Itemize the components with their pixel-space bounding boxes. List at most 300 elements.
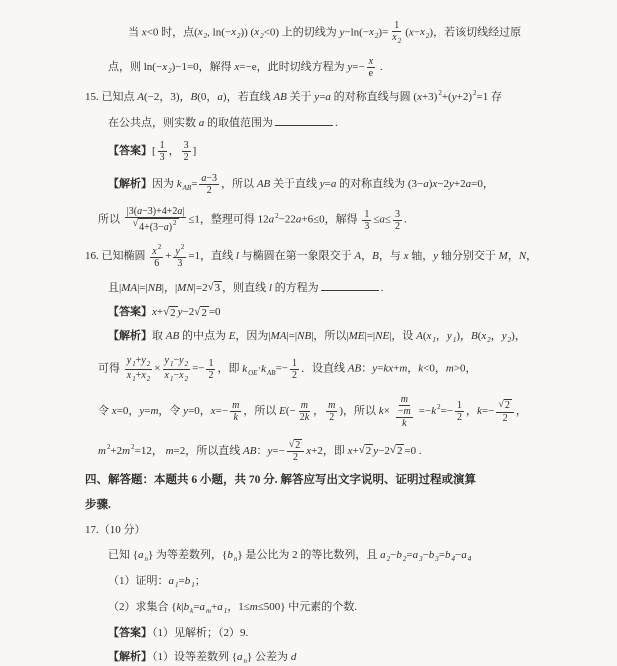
math-run: A [354, 249, 362, 262]
text-run: −3)+4+2 [142, 206, 178, 218]
text-run: +2 [453, 178, 466, 191]
text-run: 3 [364, 220, 370, 232]
subscript: AB [182, 184, 192, 193]
math-run: k [418, 363, 424, 376]
text-run: +6≤0，解得 [301, 213, 361, 226]
subscript: 1 [432, 336, 436, 345]
math-run: x [306, 444, 312, 457]
text-run: 已知 { [108, 548, 139, 561]
fraction-numerator [150, 244, 163, 258]
text-run: 的方程为 [271, 281, 319, 294]
text-run: 在公共点，则实数 [108, 116, 199, 129]
text-run: =12， [134, 444, 166, 457]
text-run: − [173, 370, 180, 382]
subscripted-symbol: $b_1$ [184, 574, 195, 589]
math-run: m [400, 393, 408, 405]
square-root [390, 444, 405, 458]
text-run: = [178, 574, 185, 587]
label-run: 【答案】 [108, 145, 152, 158]
text-run: )，若该切线经过原 [429, 26, 522, 39]
text-run: =0， [471, 178, 494, 191]
math-run: x [111, 404, 117, 417]
text-run: [ [152, 145, 156, 158]
math-run: AB [273, 90, 287, 103]
subscripted-symbol: $x_1$ [164, 370, 174, 384]
math-run: m [249, 600, 258, 613]
text-run: −2 [437, 178, 450, 191]
subscript: 2 [487, 336, 491, 345]
text-run: ，则直线 [222, 281, 269, 294]
math-run: a [137, 206, 143, 218]
text-run: − [422, 548, 429, 561]
text-run: 15. 已知点 [85, 90, 138, 103]
subscript: 2 [146, 375, 151, 384]
subscript: 4 [451, 554, 455, 563]
text-run: 2 [292, 370, 298, 382]
subscript: k [190, 606, 194, 615]
q16-analysis-line-1 [108, 329, 593, 345]
subscripted-symbol: $b_2$ [396, 548, 407, 563]
text-run: + [156, 306, 164, 319]
superscript: 2 [472, 88, 477, 97]
fraction-denominator [455, 412, 464, 423]
subscript: 2 [402, 554, 407, 563]
square-root [359, 444, 374, 458]
q15-stem-line-2 [108, 114, 593, 130]
text-run: = [144, 404, 151, 417]
math-run: kx [383, 363, 394, 376]
fraction-numerator [125, 206, 187, 218]
fraction-numerator [299, 400, 310, 412]
q16-analysis-line-4 [98, 439, 593, 464]
text-run: 3 [177, 257, 183, 269]
subscripted-symbol: $y_2$ [501, 330, 512, 345]
math-run: y [339, 26, 345, 39]
math-run: AB [165, 330, 180, 343]
text-run: −ln(− [344, 26, 370, 39]
text-run: 1 [394, 20, 400, 31]
subscripted-symbol: $b_k$ [183, 600, 194, 615]
radical-sign: √ [389, 444, 396, 457]
radical-sign: √ [498, 399, 504, 411]
text-run: 轴， [408, 249, 434, 262]
prev-solution-line-1 [128, 20, 593, 46]
fraction [455, 400, 464, 423]
text-run: （1）见解析；（2）9. [152, 626, 249, 639]
text-run: +2) [456, 90, 472, 103]
math-run: m [328, 399, 336, 411]
fraction [125, 206, 187, 234]
subscripted-symbol: $y_2$ [179, 355, 189, 369]
math-run: m [122, 444, 131, 457]
text-run: =0 [208, 306, 221, 319]
subscript: 2 [260, 32, 264, 41]
text-run: = [406, 548, 413, 561]
subscript: 2 [425, 32, 430, 41]
subscripted-symbol: $x_2$ [197, 26, 208, 41]
text-run: =− [215, 404, 229, 417]
fraction-denominator [175, 258, 184, 269]
fraction [287, 439, 305, 464]
text-run: 2 [504, 400, 510, 412]
subscripted-symbol: $k_{OE}$ [242, 363, 258, 378]
math-run: m [300, 399, 309, 411]
text-run: )= [378, 26, 389, 39]
text-run: ， [168, 145, 180, 158]
label-run: 【解析】 [108, 178, 152, 191]
radical-sign: √ [207, 281, 214, 294]
text-run: ≤ [373, 213, 380, 226]
subscripted-symbol: $x_2$ [141, 370, 151, 384]
text-run: − [397, 405, 404, 417]
text-run: = [438, 548, 445, 561]
text-run: · [257, 363, 262, 376]
radicand [200, 306, 209, 320]
text-run: |，所以| [311, 330, 349, 343]
subscript: n [144, 554, 149, 563]
text-run: =0， [116, 404, 140, 417]
radicand [294, 439, 302, 452]
section-4-heading-line-1 [85, 473, 593, 488]
subscript: 2 [507, 336, 512, 345]
subscript: n [243, 657, 248, 666]
label-run: 【答案】 [108, 626, 152, 639]
radicand [169, 306, 178, 320]
math-run: k [402, 417, 407, 429]
text-run: ) [428, 178, 433, 191]
subscripted-symbol: $a_4$ [461, 548, 472, 563]
text-run: <0， [423, 363, 446, 376]
text-run: } 公差为 [247, 651, 291, 664]
math-run: m [403, 405, 411, 417]
text-run: 与椭圆在第一象限交于 [238, 249, 355, 262]
fraction [367, 56, 375, 79]
math-run: B [372, 249, 379, 262]
fraction-numerator [290, 358, 299, 370]
math-run: A [137, 90, 144, 103]
fraction [326, 400, 337, 423]
text-run: ，即 [217, 363, 243, 376]
superscript: 2 [438, 88, 442, 97]
text-run: 2 [206, 185, 212, 197]
fraction [362, 209, 371, 232]
math-run: A [416, 330, 423, 343]
fraction [393, 209, 402, 232]
text-run: ，所以 [243, 404, 280, 417]
math-run: x [368, 55, 374, 67]
subscript: 2 [397, 37, 402, 45]
text-run: 2 [295, 439, 301, 451]
subscripted-symbol: $x_2$ [369, 26, 379, 41]
math-run: k [378, 404, 384, 417]
q17-analysis-line-1 [108, 650, 593, 666]
text-run: |=| [286, 330, 298, 343]
text-run: 2 [170, 306, 176, 319]
subscript: 2 [203, 32, 208, 41]
text-run: −3 [206, 173, 218, 185]
subscript: 1 [169, 375, 174, 384]
fraction-numerator [158, 140, 167, 152]
subscript: 1 [132, 360, 136, 369]
text-run: 的取值范围为 [204, 116, 273, 129]
label-run: 四、解答题：本题共 6 小题，共 70 分. 解答应写出文字说明、证明过程或演算 [85, 474, 476, 487]
subscripted-symbol: $a_3$ [412, 548, 423, 563]
text-run: 2 [293, 452, 299, 464]
text-run: |3( [126, 206, 138, 218]
subscripted-symbol: $b_n$ [227, 548, 238, 563]
fraction-numerator [230, 400, 241, 412]
text-run: ，1≤ [227, 600, 250, 613]
subscripted-symbol: $x_2$ [392, 32, 402, 45]
text-run: )， [511, 330, 526, 343]
text-run: ， [313, 404, 325, 417]
fraction [163, 355, 191, 383]
text-run: 17.（10 分） [85, 524, 146, 537]
text-run: =0 . [404, 444, 422, 457]
subscript: n [233, 554, 238, 563]
fraction-numerator [362, 209, 371, 221]
square-root [208, 281, 223, 295]
section-4-heading-line-2 [85, 498, 593, 513]
math-run: k [233, 411, 238, 423]
text-run: ，所以 [221, 178, 257, 191]
math-run: k [431, 404, 437, 417]
subscript: 1 [169, 360, 174, 369]
q15-answer [108, 140, 593, 163]
subscript: AB [267, 369, 276, 378]
text-run: ， [507, 249, 519, 262]
text-run: 2 [365, 445, 372, 458]
text-run: ( [405, 26, 409, 39]
fraction-numerator [173, 244, 186, 258]
math-run: l [235, 249, 239, 262]
label-run: 【解析】 [108, 330, 152, 343]
superscript: 2 [131, 442, 135, 451]
math-run: y [433, 249, 439, 262]
text-run: 16. 已知椭圆 [85, 249, 149, 262]
math-run: a [330, 178, 337, 191]
text-run: ， [515, 404, 527, 417]
math-run: MA [121, 281, 138, 294]
text-run: ， [435, 330, 447, 343]
superscript: 2 [106, 442, 111, 451]
fraction-denominator [125, 370, 153, 384]
subscript: 1 [223, 606, 228, 615]
text-run: − [173, 355, 180, 367]
text-run: 2 [502, 412, 508, 424]
text-run: ．设直线 [301, 363, 348, 376]
math-run: E [228, 330, 236, 343]
text-run: ； [194, 574, 206, 587]
text-run: +2，即 [311, 444, 348, 457]
fraction-denominator [131, 218, 181, 234]
label-run: 【答案】 [108, 306, 152, 319]
text-run: 且| [108, 281, 122, 294]
text-run: + [135, 355, 142, 367]
math-run: MA [270, 330, 287, 343]
text-run: =1 存 [476, 90, 502, 103]
math-run: B [470, 330, 478, 343]
math-run: NB [297, 330, 312, 343]
text-run: 2 [396, 445, 403, 458]
math-run: x [152, 306, 157, 319]
subscript: 2 [386, 554, 391, 563]
text-run: 3 [394, 208, 400, 220]
text-run: ( [477, 330, 482, 343]
subscript: OE [248, 369, 258, 378]
fraction-denominator [298, 412, 311, 423]
text-run: 4+(3− [139, 222, 164, 234]
math-run: m [232, 399, 240, 411]
text-run: 关于 [286, 90, 315, 103]
math-run: y [183, 404, 189, 417]
fraction-numerator [399, 394, 410, 406]
math-run: a [268, 213, 275, 226]
subscripted-symbol: $x_2$ [162, 60, 172, 75]
fraction [298, 400, 311, 423]
math-run: k [304, 411, 310, 423]
text-run: ，令 [158, 404, 184, 417]
fraction [396, 406, 413, 429]
q17-answer [108, 626, 593, 640]
text-run: 轴分别交于 [438, 249, 499, 262]
text-run: = [324, 178, 331, 191]
math-run: MN [177, 281, 194, 294]
text-run: ： [361, 363, 373, 376]
fraction-denominator [390, 32, 403, 46]
subscripted-symbol: $y_1$ [164, 355, 174, 369]
superscript: 2 [173, 219, 177, 228]
text-run: （2）求集合 { [108, 600, 177, 613]
math-run: AB [347, 363, 362, 376]
text-run: （1）设等差数列 { [152, 651, 238, 664]
fraction-denominator [291, 452, 300, 463]
text-run: |=| [364, 330, 376, 343]
fraction [150, 244, 163, 269]
subscripted-symbol: $y_1$ [446, 330, 457, 345]
math-run: B [190, 90, 198, 103]
fraction-denominator [400, 418, 408, 429]
fraction-numerator [287, 439, 305, 453]
fraction-numerator [455, 400, 464, 412]
math-run: x [403, 249, 409, 262]
fraction-numerator [163, 355, 191, 370]
text-run: 的中点为 [179, 330, 229, 343]
text-run: × [383, 404, 390, 417]
subscripted-symbol: $x_2$ [254, 26, 264, 41]
q15-stem-line-1 [85, 89, 593, 104]
math-run: y [373, 444, 379, 457]
text-run: >0， [453, 363, 477, 376]
math-run: x [234, 60, 240, 73]
text-run: |，| [161, 281, 178, 294]
subscripted-symbol: $y_1$ [126, 355, 136, 369]
text-run: =0， [188, 404, 211, 417]
text-run: + [165, 249, 172, 262]
subscript: 1 [191, 580, 195, 589]
text-run: （1）证明： [108, 574, 169, 587]
text-run: . [403, 213, 407, 226]
math-run: m [98, 444, 106, 457]
math-run: E [279, 404, 286, 417]
math-run: k [477, 404, 482, 417]
q16-stem-line-1 [85, 244, 593, 269]
subscript: 2 [184, 375, 189, 384]
subscripted-symbol: $a_m$ [199, 600, 212, 615]
text-run: 2 [208, 370, 214, 382]
text-run: 3 [159, 152, 165, 164]
fraction-denominator [163, 370, 191, 384]
fraction-denominator [206, 370, 215, 381]
text-run: ， [407, 363, 419, 376]
label-run: 步骤. [85, 499, 111, 512]
text-run: 3 [214, 282, 221, 295]
text-run: −2 [378, 444, 390, 457]
fraction-denominator [367, 68, 375, 79]
fraction-numerator [199, 173, 219, 185]
subscripted-symbol: $b_3$ [428, 548, 439, 563]
text-run: |，设 [389, 330, 417, 343]
fraction-denominator [501, 413, 510, 424]
fraction-denominator [158, 152, 167, 163]
math-run: AB [256, 178, 271, 191]
math-run: x [347, 444, 353, 457]
text-run: . [377, 60, 383, 73]
fraction-numerator [206, 358, 215, 370]
text-run: . [380, 281, 384, 294]
math-run: y [267, 444, 273, 457]
fraction [158, 140, 167, 163]
subscript: 2 [146, 360, 151, 369]
math-run: a [177, 206, 183, 218]
text-run: 因为 [152, 178, 177, 191]
fraction-denominator [205, 185, 214, 196]
math-run: NE [375, 330, 390, 343]
fraction-denominator [231, 412, 239, 423]
math-run: m [445, 363, 454, 376]
text-run: 2 [329, 411, 335, 423]
subscripted-symbol: $a_n$ [138, 548, 149, 563]
text-run: . [335, 116, 338, 129]
q16-analysis-line-2 [98, 355, 593, 383]
square-root [163, 306, 178, 320]
subscript: 2 [168, 66, 172, 75]
q15-analysis-line-1 [108, 173, 593, 196]
text-run: + [352, 444, 359, 457]
subscript: 2 [374, 32, 379, 41]
text-run: ，与 [378, 249, 404, 262]
text-run: ] [192, 145, 197, 158]
subscripted-symbol: $k_{AB}$ [261, 363, 276, 378]
fraction-denominator [290, 370, 299, 381]
superscript: 2 [275, 211, 279, 220]
text-run: 1 [292, 358, 298, 370]
text-run: =−e，此时切线方程为 [239, 60, 348, 73]
radical-sign: √ [288, 438, 295, 450]
text-run: , ln(− [207, 26, 232, 39]
fraction-denominator [362, 221, 371, 232]
radical-sign: √ [194, 305, 201, 318]
text-run: × [154, 363, 161, 376]
text-run: =− [418, 404, 432, 417]
fraction-denominator [182, 152, 191, 163]
text-run: + [393, 363, 400, 376]
prev-solution-line-2 [108, 56, 593, 79]
text-run: } 为等差数列，{ [148, 548, 228, 561]
subscripted-symbol: $a_1$ [168, 574, 179, 589]
text-run: =1，直线 [188, 249, 236, 262]
text-run: 1 [457, 399, 463, 411]
